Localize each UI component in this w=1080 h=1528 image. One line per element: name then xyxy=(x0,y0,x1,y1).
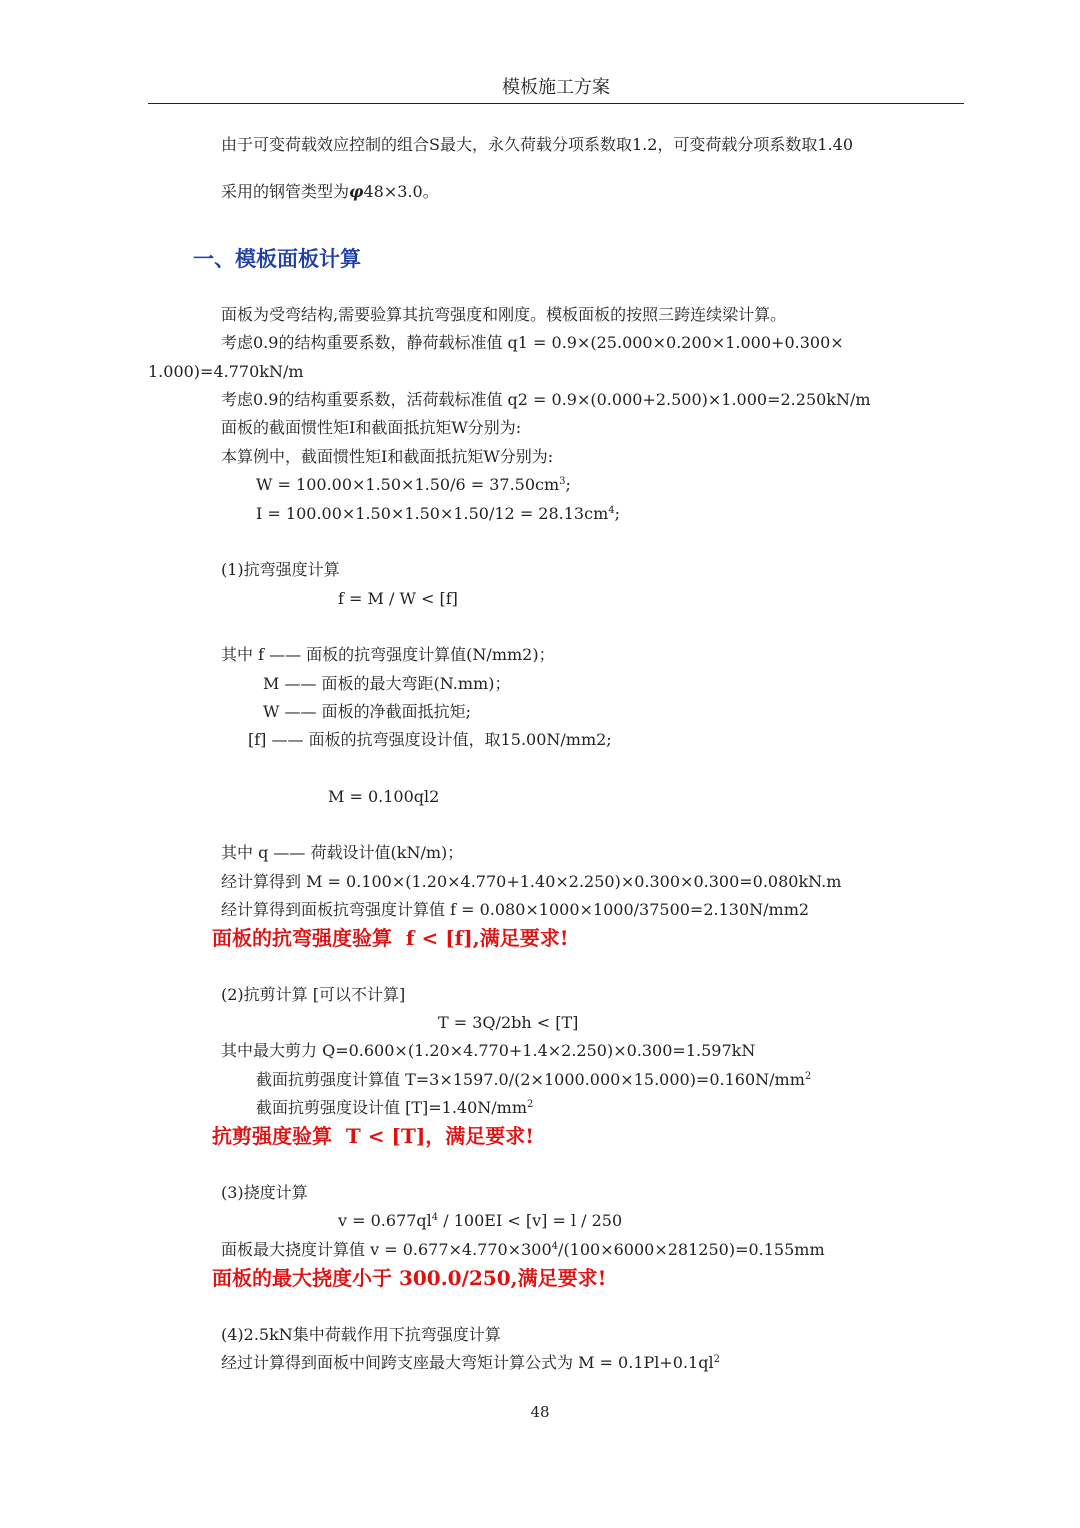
para-section-props: 面板的截面惯性矩I和截面抵抗矩W分别为: xyxy=(221,418,522,437)
formula-w xyxy=(256,475,571,495)
shear-t-design-text: 截面抗剪强度设计值 [T]=1.40N/mm xyxy=(256,1098,528,1117)
shear-t-calc-text: 截面抗剪强度计算值 T=3×1597.0/(2×1000.000×15.000)=0.160N/mm xyxy=(256,1070,805,1089)
shear-verdict: 抗剪强度验算 T < [T]，满足要求! xyxy=(212,1124,535,1148)
moment-formula: M = 0.100ql2 xyxy=(328,787,440,806)
para-example: 本算例中，截面惯性矩I和截面抵抗矩W分别为: xyxy=(221,447,554,466)
concentrated-text xyxy=(221,1353,720,1373)
formula-i xyxy=(256,504,620,524)
section-title: 一、模板面板计算 xyxy=(193,246,361,271)
calc-m: 经计算得到 M = 0.100×(1.20×4.770+1.40×2.250)×0.300×0.300=0.080kN.m xyxy=(221,872,842,891)
para-static-load-b: 1.000)=4.770kN/m xyxy=(148,362,304,381)
intro-line-2-suffix: 48×3.0。 xyxy=(363,182,439,201)
bending-formula: f = M / W < [f] xyxy=(338,589,458,608)
deflection-heading: (3)挠度计算 xyxy=(221,1183,308,1202)
deflection-calc-a: 面板最大挠度计算值 v = 0.677×4.770×300 xyxy=(221,1240,552,1259)
intro-line-2 xyxy=(221,182,439,202)
formula-i-text: I = 100.00×1.50×1.50×1.50/12 = 28.13cm xyxy=(256,504,609,523)
formula-w-end: ; xyxy=(565,475,571,494)
para-static-load-a: 考虑0.9的结构重要系数，静荷载标准值 q1 = 0.9×(25.000×0.200×1.000+0.300× xyxy=(221,333,844,352)
para-structure: 面板为受弯结构,需要验算其抗弯强度和刚度。模板面板的按照三跨连续梁计算。 xyxy=(221,305,787,324)
deflection-formula xyxy=(338,1211,622,1231)
deflection-formula-a: v = 0.677ql xyxy=(338,1211,432,1230)
header-rule xyxy=(148,103,964,104)
deflection-calc-b: /(100×6000×281250)=0.155mm xyxy=(558,1240,825,1259)
steel-pipe-phi-symbol: φ xyxy=(349,182,364,201)
formula-w-text: W = 100.00×1.50×1.50/6 = 37.50cm xyxy=(256,475,560,494)
def-f-design: [f] —— 面板的抗弯强度设计值，取15.00N/mm2; xyxy=(248,730,612,749)
deflection-calc-exponent: 4 xyxy=(551,1241,559,1252)
deflection-calc xyxy=(221,1240,825,1260)
intro-line-2-prefix: 采用的钢管类型为 xyxy=(221,182,350,201)
bending-heading: (1)抗弯强度计算 xyxy=(221,560,340,579)
def-q: 其中 q —— 荷载设计值(kN/m)； xyxy=(221,843,464,862)
page-number: 48 xyxy=(530,1403,550,1421)
formula-w-exponent: 3 xyxy=(559,476,566,487)
shear-heading: (2)抗剪计算 [可以不计算] xyxy=(221,985,406,1004)
shear-t-calc xyxy=(256,1070,811,1090)
concentrated-text-body: 经过计算得到面板中间跨支座最大弯矩计算公式为 M = 0.1Pl+0.1ql xyxy=(221,1353,714,1372)
para-live-load: 考虑0.9的结构重要系数，活荷载标准值 q2 = 0.9×(0.000+2.500)×1.000=2.250kN/m xyxy=(221,390,871,409)
shear-q-calc: 其中最大剪力 Q=0.600×(1.20×4.770+1.4×2.250)×0.300=1.597kN xyxy=(221,1041,756,1060)
formula-i-end: ; xyxy=(614,504,621,523)
shear-t-design xyxy=(256,1098,533,1118)
calc-f: 经计算得到面板抗弯强度计算值 f = 0.080×1000×1000/37500=2.130N/mm2 xyxy=(221,900,810,919)
def-m: M —— 面板的最大弯距(N.mm)； xyxy=(263,674,511,693)
def-f: 其中 f —— 面板的抗弯强度计算值(N/mm2)； xyxy=(221,645,555,664)
concentrated-text-exponent: 2 xyxy=(713,1354,720,1365)
deflection-verdict: 面板的最大挠度小于 300.0/250,满足要求! xyxy=(212,1266,607,1290)
concentrated-heading: (4)2.5kN集中荷载作用下抗弯强度计算 xyxy=(221,1325,501,1344)
intro-line-1: 由于可变荷载效应控制的组合S最大，永久荷载分项系数取1.2，可变荷载分项系数取1.40 xyxy=(221,135,854,154)
page-header-title: 模板施工方案 xyxy=(502,77,610,98)
bending-verdict: 面板的抗弯强度验算 f < [f],满足要求! xyxy=(212,926,569,950)
shear-t-calc-exponent: 2 xyxy=(804,1071,812,1082)
deflection-formula-b: / 100EI < [v] = l / 250 xyxy=(438,1211,623,1230)
shear-formula: T = 3Q/2bh < [T] xyxy=(438,1013,579,1032)
formula-i-exponent: 4 xyxy=(608,505,615,516)
shear-t-design-exponent: 2 xyxy=(527,1099,534,1110)
deflection-formula-exponent: 4 xyxy=(431,1212,439,1223)
def-w: W —— 面板的净截面抵抗矩; xyxy=(263,702,472,721)
